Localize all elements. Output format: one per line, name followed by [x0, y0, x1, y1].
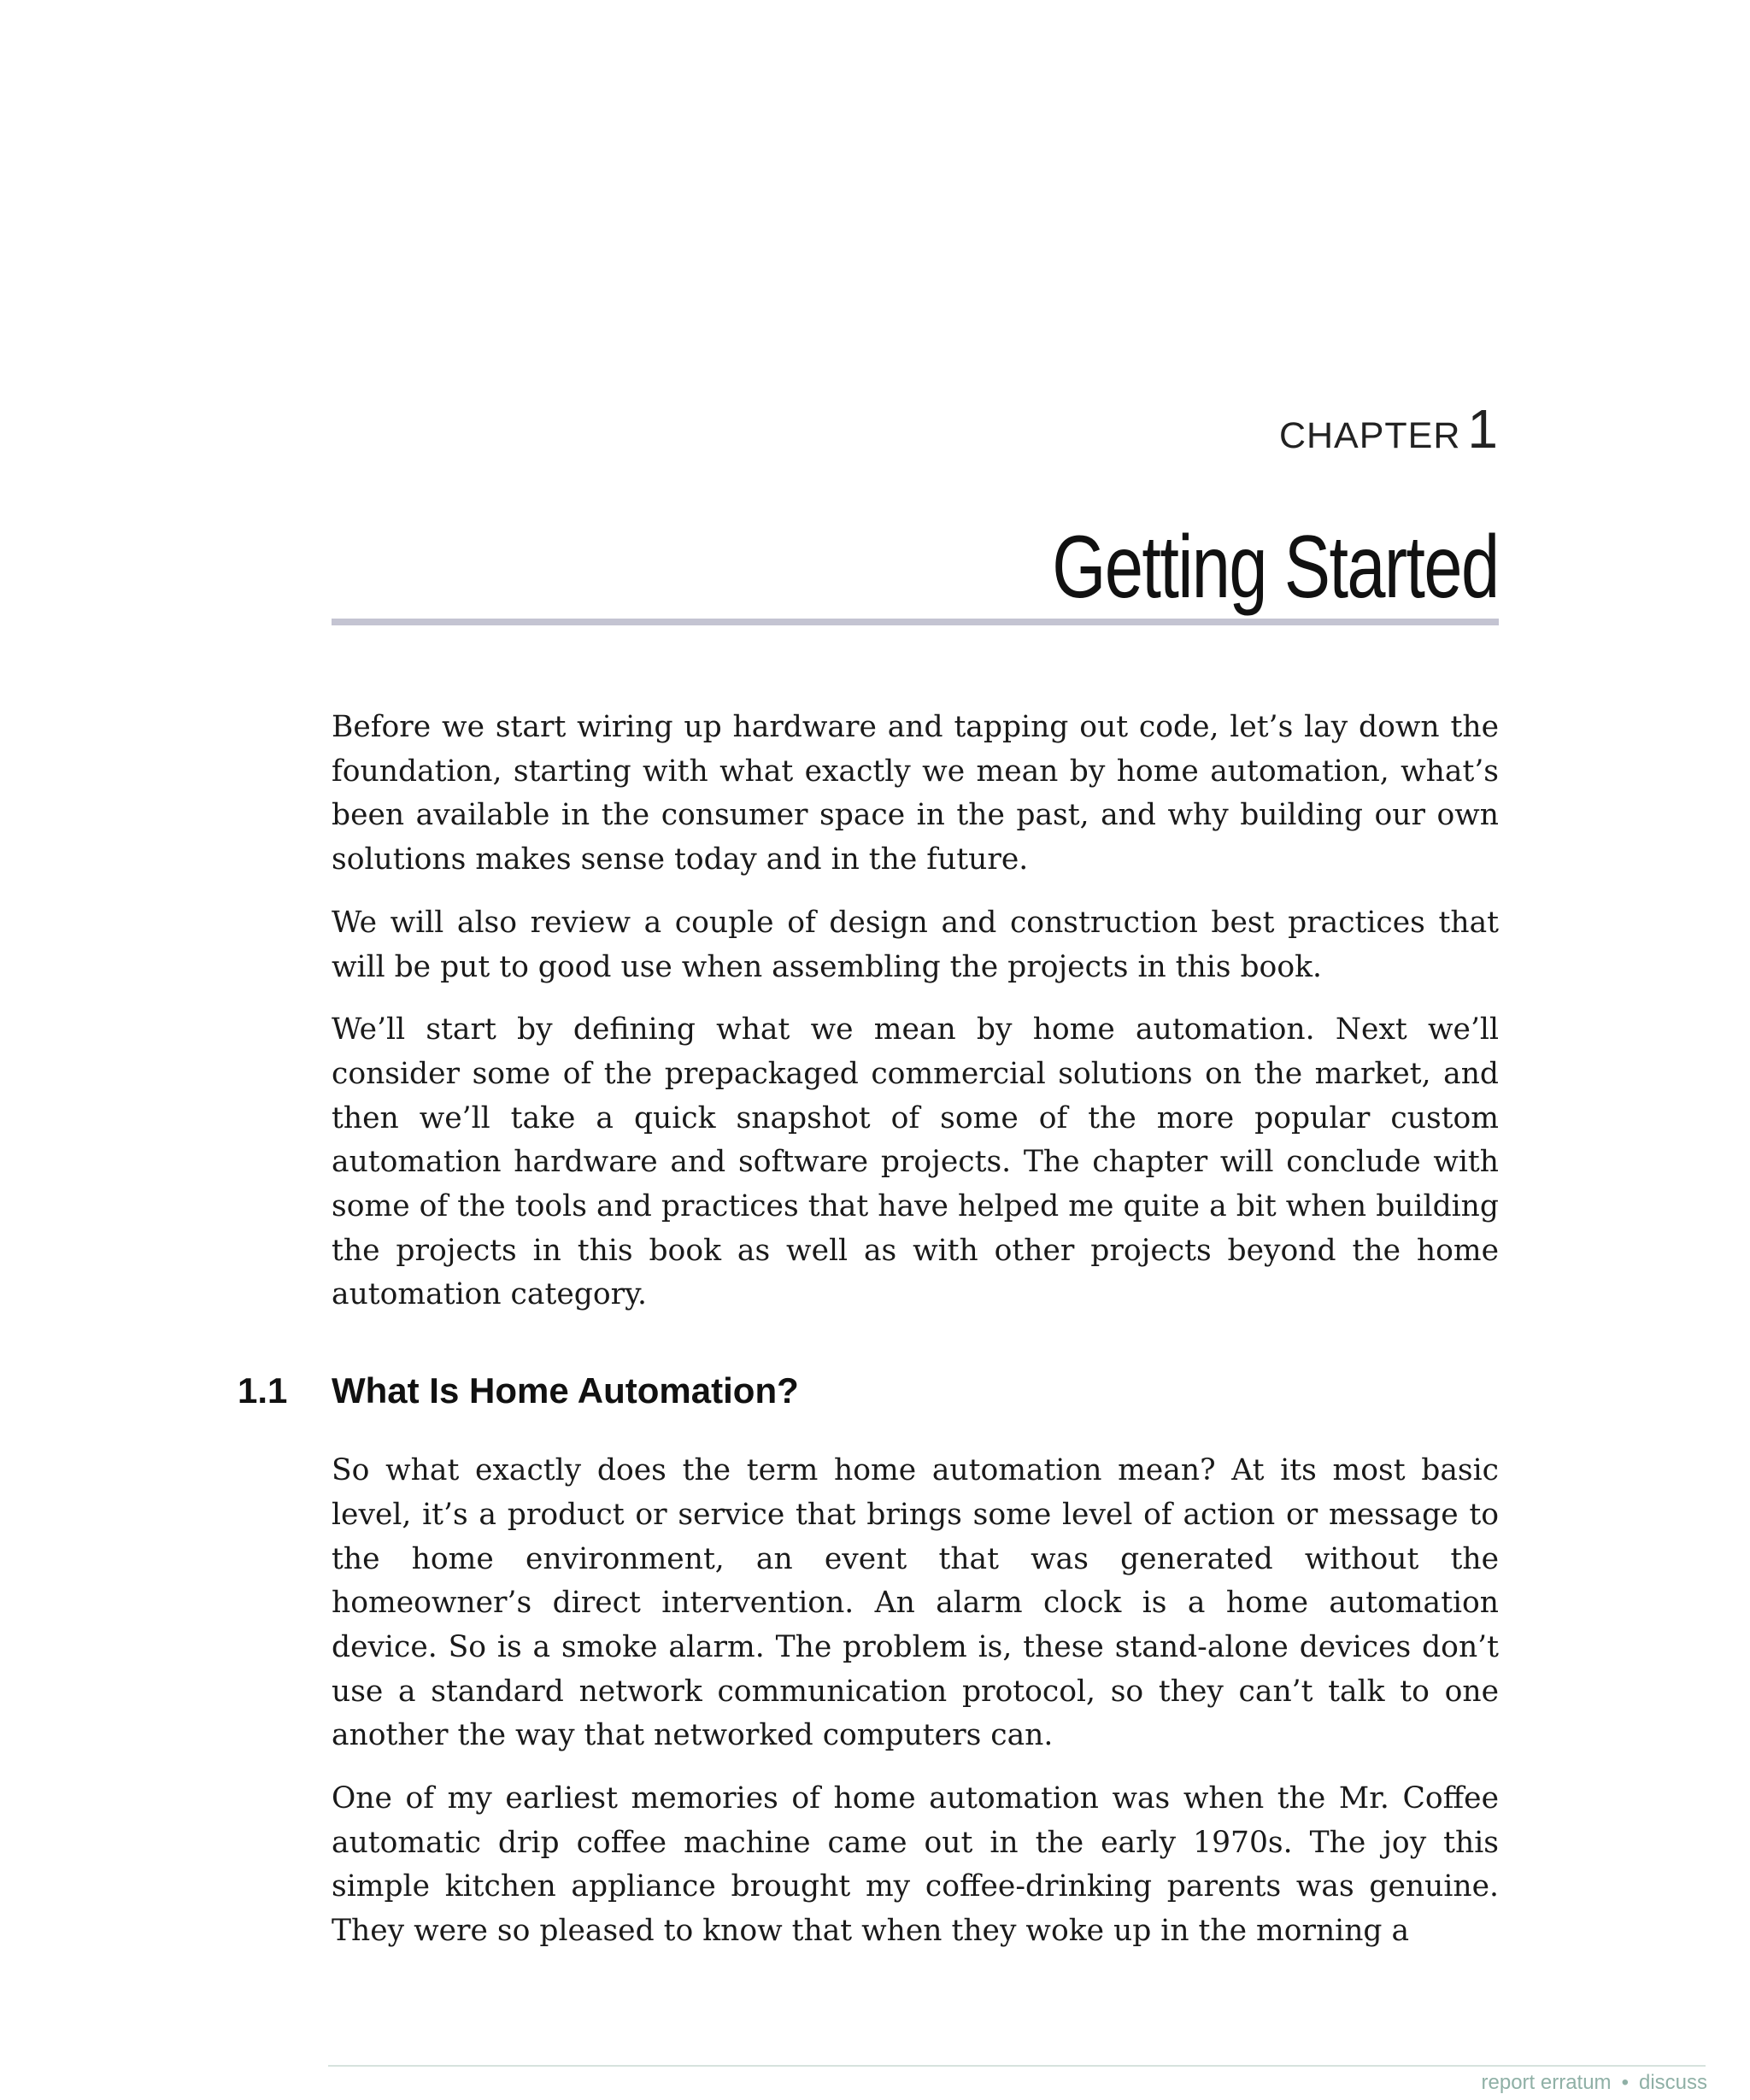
section-title: What Is Home Automation? [332, 1370, 799, 1411]
chapter-label-text: CHAPTER [1278, 415, 1461, 456]
section-heading [238, 1367, 1499, 1415]
discuss-link[interactable]: discuss [1638, 2071, 1707, 2094]
chapter-body [238, 706, 1499, 1973]
paragraph: So what exactly does the term home automation mean? At its most basic level, it’s a product or service that brings some level of action or message to the home environment, an event that was generated without the homeowner’s direct intervention. An alarm clock is a home automation device. So is a smoke alarm. The problem is, these stand-alone devices don’t use a standard network communication protocol, so they can’t talk to one another the way that networked computers can. [332, 1453, 1499, 1753]
paragraph: We’ll start by defining what we mean by home automation. Next we’ll consider some of the prepackaged commercial solutions on the market, and then we’ll take a quick snapshot of some of the more popular custom automation hardware and software projects. The chapter will conclude with some of the tools and practices that have helped me quite a bit when building the projects in this book as well as with other projects beyond the home automation category. [332, 1012, 1499, 1312]
title-underline [332, 619, 1499, 625]
paragraph: One of my earliest memories of home automation was when the Mr. Coffee automatic drip coffee machine came out in the early 1970s. The joy this simple kitchen appliance brought my coffee-drinking parents was genuine. They were so pleased to know that when they woke up in the morning a [332, 1781, 1499, 1949]
section-number: 1.1 [238, 1370, 288, 1411]
footer-links [1482, 2071, 1708, 2095]
footer-divider [328, 2065, 1706, 2067]
paragraph: We will also review a couple of design and construction best practices that will be put to good use when assembling the projects in this book. [332, 905, 1499, 984]
chapter-number: 1 [1467, 398, 1499, 460]
paragraph: Before we start wiring up hardware and tapping out code, let’s lay down the foundation, starting with what exactly we mean by home automation, what’s been available in the consumer space in the past, and why building our own solutions makes sense today and in the future. [332, 710, 1499, 877]
footer-separator: • [1621, 2071, 1629, 2094]
chapter-label [1278, 398, 1499, 460]
chapter-title: Getting Started [1052, 518, 1499, 617]
report-erratum-link[interactable]: report erratum [1481, 2071, 1612, 2094]
